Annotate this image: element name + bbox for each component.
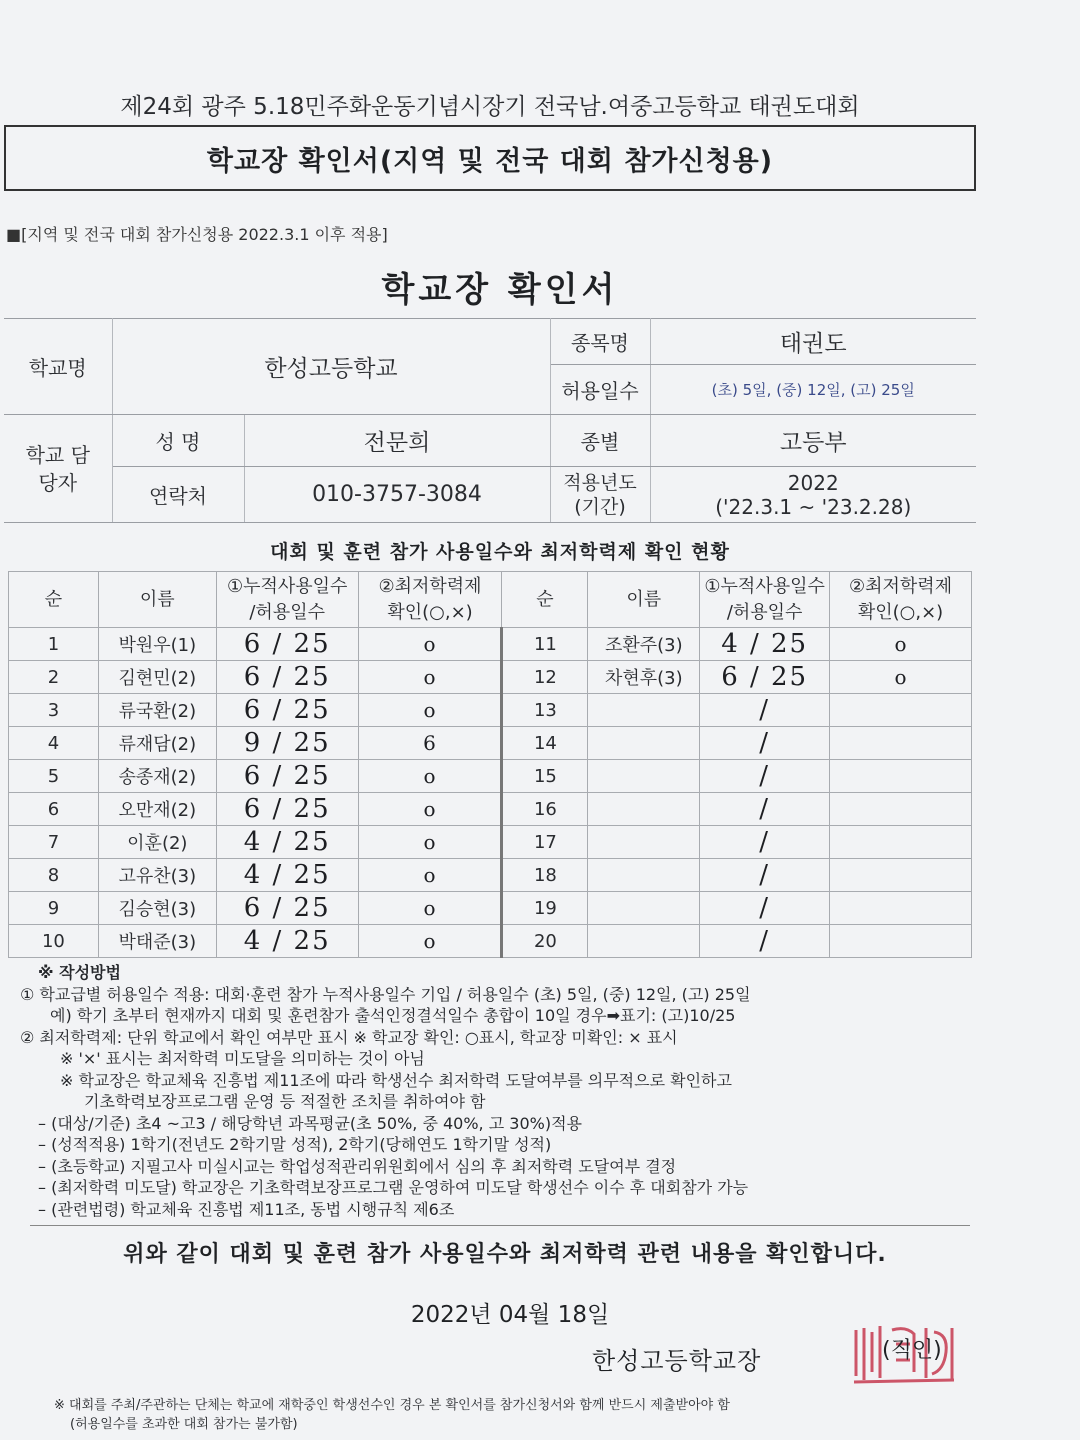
event-title: 제24회 광주 5.18민주화운동기념시장기 전국남.여중고등학교 태권도대회 [120, 94, 860, 120]
student-check [830, 826, 972, 859]
year-label: 적용년도 (기간) [550, 467, 650, 523]
student-days: / [700, 694, 830, 727]
header-days-line2-right: /허용일수 [726, 601, 803, 623]
scope-note: ■[지역 및 전국 대회 참가신청용 2022.3.1 이후 적용] [6, 225, 388, 244]
header-check [358, 572, 502, 628]
table-header-row [9, 572, 972, 628]
table-row [9, 826, 972, 859]
student-no: 19 [502, 892, 588, 925]
division-value: 고등부 [650, 415, 976, 467]
document-title: 학교장 확인서 [381, 270, 619, 310]
student-days: 6 / 25 [216, 892, 358, 925]
instruction-line: 기초학력보장프로그램 운영 등 적절한 조치를 취하여야 함 [84, 1092, 486, 1111]
student-days: 4 / 25 [216, 826, 358, 859]
student-check: o [358, 694, 502, 727]
student-name [588, 892, 700, 925]
student-no: 16 [502, 793, 588, 826]
student-check: o [358, 628, 502, 661]
table-row [9, 661, 972, 694]
header-check-line2: 확인(○,×) [387, 601, 473, 623]
student-name: 류재담(2) [98, 727, 216, 760]
table-row [9, 793, 972, 826]
student-days: 6 / 25 [216, 793, 358, 826]
instruction-line: 예) 학기 초부터 현재까지 대회 및 훈련참가 출석인정결석일수 총합이 10일 경우➡표기: (고)10/25 [50, 1006, 736, 1025]
student-no: 7 [9, 826, 99, 859]
student-name [588, 793, 700, 826]
student-name: 차현후(3) [588, 661, 700, 694]
student-name: 조환주(3) [588, 628, 700, 661]
student-days: / [700, 760, 830, 793]
student-check: o [358, 760, 502, 793]
instruction-line: ① 학교급별 허용일수 적용: 대회·훈련 참가 누적사용일수 기입 / 허용일수 (초) 5일, (중) 12일, (고) 25일 [20, 984, 751, 1004]
header-days-right [700, 572, 830, 628]
boxed-title: 학교장 확인서(지역 및 전국 대회 참가신청용) [4, 125, 976, 191]
student-name [588, 694, 700, 727]
student-days: 6 / 25 [700, 661, 830, 694]
student-name [588, 859, 700, 892]
student-name: 박원우(1) [98, 628, 216, 661]
student-check: o [358, 826, 502, 859]
instruction-line: ※ '×' 표시는 최저학력 미도달을 의미하는 것이 아님 [60, 1049, 425, 1068]
student-no: 20 [502, 925, 588, 958]
header-check-line1-right: ②최저학력제 [849, 575, 953, 597]
divider [30, 1225, 970, 1226]
instruction-line: ② 최저학력제: 단위 학교에서 확인 여부만 표시 ※ 학교장 확인: ○표시, 학교장 미확인: × 표시 [20, 1027, 678, 1047]
table-row [9, 694, 972, 727]
issue-date: 2022년 04월 18일 [410, 1302, 610, 1328]
student-no: 6 [9, 793, 99, 826]
student-days: / [700, 826, 830, 859]
contact-value: 010-3757-3084 [244, 467, 550, 523]
table-row [9, 859, 972, 892]
student-check [830, 859, 972, 892]
student-name: 김승현(3) [98, 892, 216, 925]
student-no: 18 [502, 859, 588, 892]
instructions [20, 962, 1060, 1220]
school-name: 한성고등학교 [112, 319, 550, 415]
student-days: / [700, 793, 830, 826]
student-no: 8 [9, 859, 99, 892]
student-days: 4 / 25 [700, 628, 830, 661]
student-no: 2 [9, 661, 99, 694]
year-value: 2022 [787, 470, 839, 495]
student-name: 오만재(2) [98, 793, 216, 826]
student-check [830, 727, 972, 760]
school-info-table [4, 318, 976, 523]
student-no: 3 [9, 694, 99, 727]
student-name: 류국환(2) [98, 694, 216, 727]
header-days [216, 572, 358, 628]
instruction-line: – (최저학력 미도달) 학교장은 기초학력보장프로그램 운영하여 미도달 학생선수 이수 후 대회참가 가능 [38, 1178, 749, 1197]
student-check [830, 925, 972, 958]
student-name: 송종재(2) [98, 760, 216, 793]
student-no: 10 [9, 925, 99, 958]
student-no: 13 [502, 694, 588, 727]
header-name: 이름 [98, 572, 216, 628]
student-no: 9 [9, 892, 99, 925]
table-row [9, 727, 972, 760]
student-check [830, 694, 972, 727]
school-label: 학교명 [4, 319, 112, 415]
student-days: 9 / 25 [216, 727, 358, 760]
header-check-right [830, 572, 972, 628]
student-no: 1 [9, 628, 99, 661]
allowed-days-label: 허용일수 [550, 365, 650, 415]
student-name: 이훈(2) [98, 826, 216, 859]
instruction-line: ※ 학교장은 학교체육 진흥법 제11조에 따라 학생선수 최저학력 도달여부를 의무적으로 확인하고 [60, 1070, 732, 1090]
student-check [830, 793, 972, 826]
student-days: 6 / 25 [216, 661, 358, 694]
student-days: / [700, 859, 830, 892]
table-row [9, 760, 972, 793]
division-label: 종별 [550, 415, 650, 467]
year-cell [650, 467, 976, 523]
student-table [8, 571, 972, 958]
header-days-line1: ①누적사용일수 [226, 575, 348, 597]
sport-label: 종목명 [550, 319, 650, 365]
student-days: / [700, 925, 830, 958]
student-name: 고유찬(3) [98, 859, 216, 892]
footnote-line: ※ 대회를 주최/주관하는 단체는 학교에 재학중인 학생선수인 경우 본 확인서를 참가신청서와 함께 반드시 제출받아야 함 [54, 1398, 730, 1413]
header-check-line1: ②최저학력제 [378, 575, 482, 597]
name-label: 성 명 [112, 415, 244, 467]
student-check: 6 [358, 727, 502, 760]
instruction-line: – (관련법령) 학교체육 진흥법 제11조, 동법 시행규칙 제6조 [38, 1199, 455, 1219]
student-days: 6 / 25 [216, 760, 358, 793]
confirmation-statement: 위와 같이 대회 및 훈련 참가 사용일수와 최저학력 관련 내용을 확인합니다. [123, 1242, 887, 1267]
student-check [830, 892, 972, 925]
student-name: 박태준(3) [98, 925, 216, 958]
student-days: / [700, 727, 830, 760]
instruction-line: – (초등학교) 지필고사 미실시교는 학업성적관리위원회에서 심의 후 최저학력 도달여부 결정 [38, 1156, 677, 1176]
table-row [9, 925, 972, 958]
student-check: o [830, 661, 972, 694]
student-no: 4 [9, 727, 99, 760]
student-no: 14 [502, 727, 588, 760]
header-no: 순 [9, 572, 99, 628]
student-no: 11 [502, 628, 588, 661]
header-check-line2-right: 확인(○,×) [857, 601, 944, 623]
student-days: / [700, 892, 830, 925]
contact-label: 연락처 [112, 467, 244, 523]
manager-name: 전문희 [244, 415, 550, 467]
seal-label: (직인) [882, 1338, 942, 1363]
allowed-days-value: (초) 5일, (중) 12일, (고) 25일 [650, 365, 976, 415]
student-no: 15 [502, 760, 588, 793]
period-value: ('22.3.1 ~ '23.2.28) [715, 494, 912, 519]
student-days: 4 / 25 [216, 925, 358, 958]
instruction-line: – (성적적용) 1학기(전년도 2학기말 성적), 2학기(당해연도 1학기말 성적) [38, 1135, 552, 1154]
student-name [588, 727, 700, 760]
student-check: o [830, 628, 972, 661]
sport-value: 태권도 [650, 319, 976, 365]
student-days: 6 / 25 [216, 694, 358, 727]
student-name [588, 760, 700, 793]
student-check: o [358, 661, 502, 694]
student-name [588, 826, 700, 859]
footnote [54, 1396, 730, 1434]
header-name-right: 이름 [588, 572, 700, 628]
instruction-line: – (대상/기준) 초4 ~고3 / 해당학년 과목평균(초 50%, 중 40%, 고 30%)적용 [38, 1113, 582, 1133]
principal-signature: 한성고등학교장 [592, 1347, 762, 1375]
header-days-line2: /허용일수 [249, 601, 325, 623]
student-no: 12 [502, 661, 588, 694]
manager-label: 학교 담당자 [4, 415, 112, 523]
student-check: o [358, 892, 502, 925]
student-days: 4 / 25 [216, 859, 358, 892]
student-check: o [358, 793, 502, 826]
header-days-line1-right: ①누적사용일수 [704, 575, 825, 597]
footnote-line: (허용일수를 초과한 대회 참가는 불가함) [70, 1417, 298, 1432]
student-check: o [358, 925, 502, 958]
table-row [9, 892, 972, 925]
student-no: 17 [502, 826, 588, 859]
table-row [9, 628, 972, 661]
instruction-heading: ※ 작성방법 [38, 963, 121, 982]
student-days: 6 / 25 [216, 628, 358, 661]
section-title: 대회 및 훈련 참가 사용일수와 최저학력제 확인 현황 [270, 541, 730, 563]
student-check [830, 760, 972, 793]
student-name [588, 925, 700, 958]
student-check: o [358, 859, 502, 892]
header-no-right: 순 [502, 572, 588, 628]
student-name: 김현민(2) [98, 661, 216, 694]
student-no: 5 [9, 760, 99, 793]
